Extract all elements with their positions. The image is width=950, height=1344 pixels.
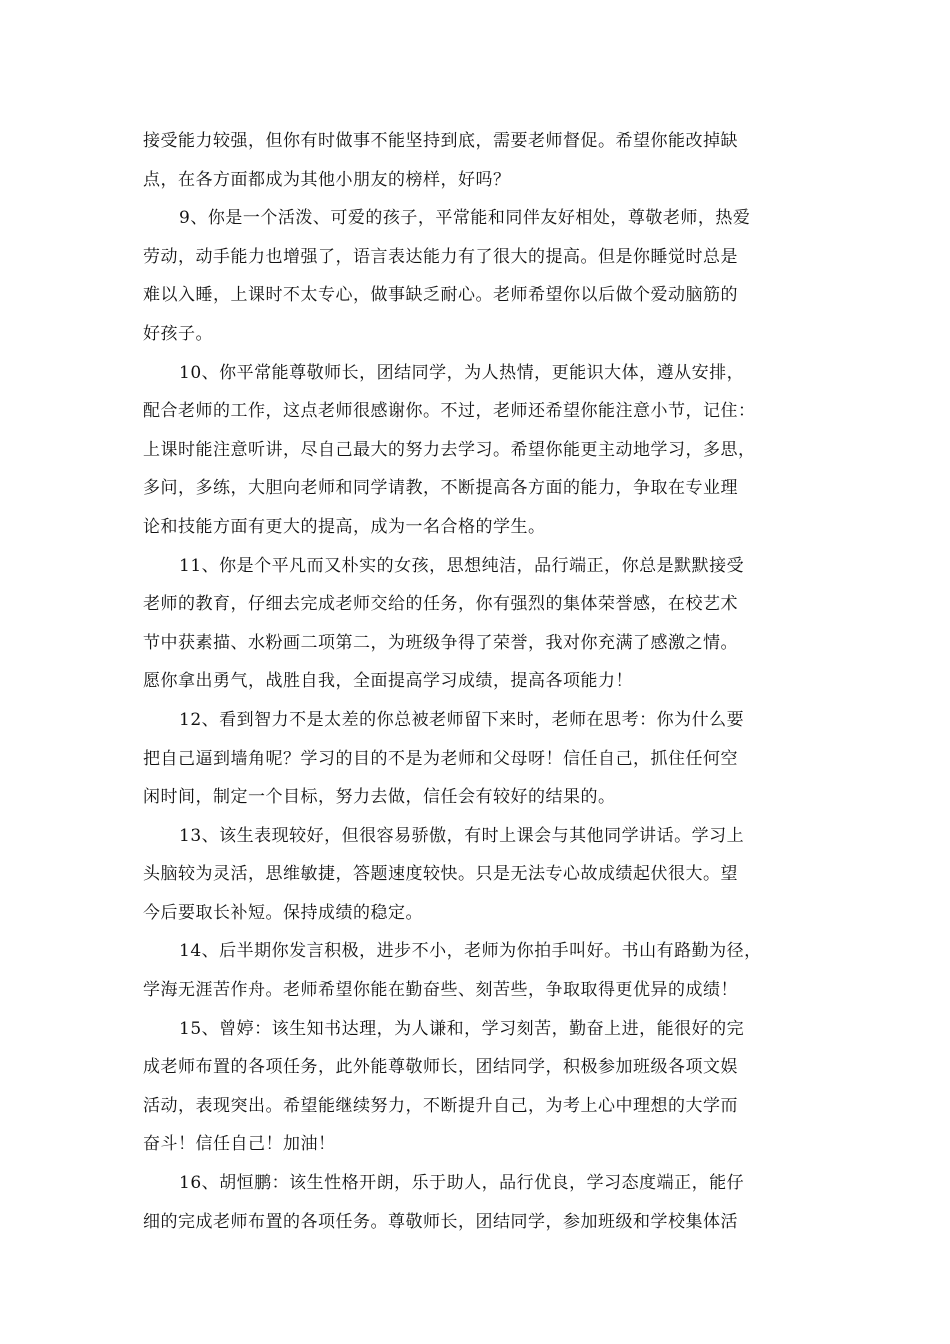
- paragraph-first-line: 16、胡恒鹏：该生性格开朗，乐于助人，品行优良，学习态度端正，能仔: [179, 1173, 745, 1194]
- document-body: [143, 122, 809, 1241]
- paragraph-line: 愿你拿出勇气，战胜自我，全面提高学习成绩，提高各项能力！: [143, 671, 633, 692]
- paragraph-line: 奋斗！信任自己！加油！: [143, 1134, 336, 1155]
- paragraph-line: 好孩子。: [143, 323, 213, 344]
- paragraph-first-line: 10、你平常能尊敬师长，团结同学，为人热情，更能识大体，遵从安排，: [179, 362, 745, 383]
- paragraph-line: 细的完成老师布置的各项任务。尊敬师长，团结同学，参加班级和学校集体活: [143, 1211, 738, 1232]
- paragraph-line: 多问，多练，大胆向老师和同学请教，不断提高各方面的能力，争取在专业理: [143, 478, 738, 499]
- paragraph-line: 接受能力较强，但你有时做事不能坚持到底，需要老师督促。希望你能改掉缺: [143, 131, 738, 151]
- paragraph-first-line: 9、你是一个活泼、可爱的孩子，平常能和同伴友好相处，尊敬老师，热爱: [179, 208, 751, 229]
- paragraph-line: 闲时间，制定一个目标，努力去做，信任会有较好的结果的。: [143, 787, 616, 808]
- paragraph-line: 论和技能方面有更大的提高，成为一名合格的学生。: [143, 516, 546, 537]
- paragraph-line: 上课时能注意听讲，尽自己最大的努力去学习。希望你能更主动地学习，多思，: [143, 439, 756, 460]
- paragraph-line: 节中获素描、水粉画二项第二，为班级争得了荣誉，我对你充满了感激之情。: [143, 632, 738, 653]
- paragraph-line: 点，在各方面都成为其他小朋友的榜样，好吗？: [143, 169, 511, 190]
- paragraph-first-line: 12、看到智力不是太差的你总被老师留下来时，老师在思考：你为什么要: [179, 709, 745, 730]
- paragraph-first-line: 14、后半期你发言积极，进步不小，老师为你拍手叫好。书山有路勤为径，: [179, 941, 762, 962]
- paragraph-line: 配合老师的工作，这点老师很感谢你。不过，老师还希望你能注意小节，记住：: [143, 401, 756, 422]
- paragraph-line: 活动，表现突出。希望能继续努力，不断提升自己，为考上心中理想的大学而: [143, 1095, 738, 1116]
- paragraph-line: 成老师布置的各项任务，此外能尊敬师长，团结同学，积极参加班级各项文娱: [143, 1057, 738, 1078]
- paragraph-line: 头脑较为灵活，思维敏捷，答题速度较快。只是无法专心故成绩起伏很大。望: [143, 864, 738, 885]
- paragraph-first-line: 11、你是个平凡而又朴实的女孩，思想纯洁，品行端正，你总是默默接受: [179, 555, 745, 576]
- paragraph-first-line: 13、该生表现较好，但很容易骄傲，有时上课会与其他同学讲话。学习上: [179, 825, 745, 846]
- paragraph-line: 难以入睡，上课时不太专心，做事缺乏耐心。老师希望你以后做个爱动脑筋的: [143, 285, 738, 306]
- paragraph-line: 今后要取长补短。保持成绩的稳定。: [143, 902, 423, 923]
- paragraph-line: 把自己逼到墙角呢？学习的目的不是为老师和父母呀！信任自己，抓住任何空: [143, 748, 738, 769]
- paragraph-line: 学海无涯苦作舟。老师希望你能在勤奋些、刻苦些，争取取得更优异的成绩！: [143, 980, 738, 1001]
- paragraph-first-line: 15、曾婷：该生知书达理，为人谦和，学习刻苦，勤奋上进，能很好的完: [179, 1018, 745, 1039]
- paragraph-line: 劳动，动手能力也增强了，语言表达能力有了很大的提高。但是你睡觉时总是: [143, 246, 738, 267]
- paragraph-line: 老师的教育，仔细去完成老师交给的任务，你有强烈的集体荣誉感，在校艺术: [143, 594, 738, 615]
